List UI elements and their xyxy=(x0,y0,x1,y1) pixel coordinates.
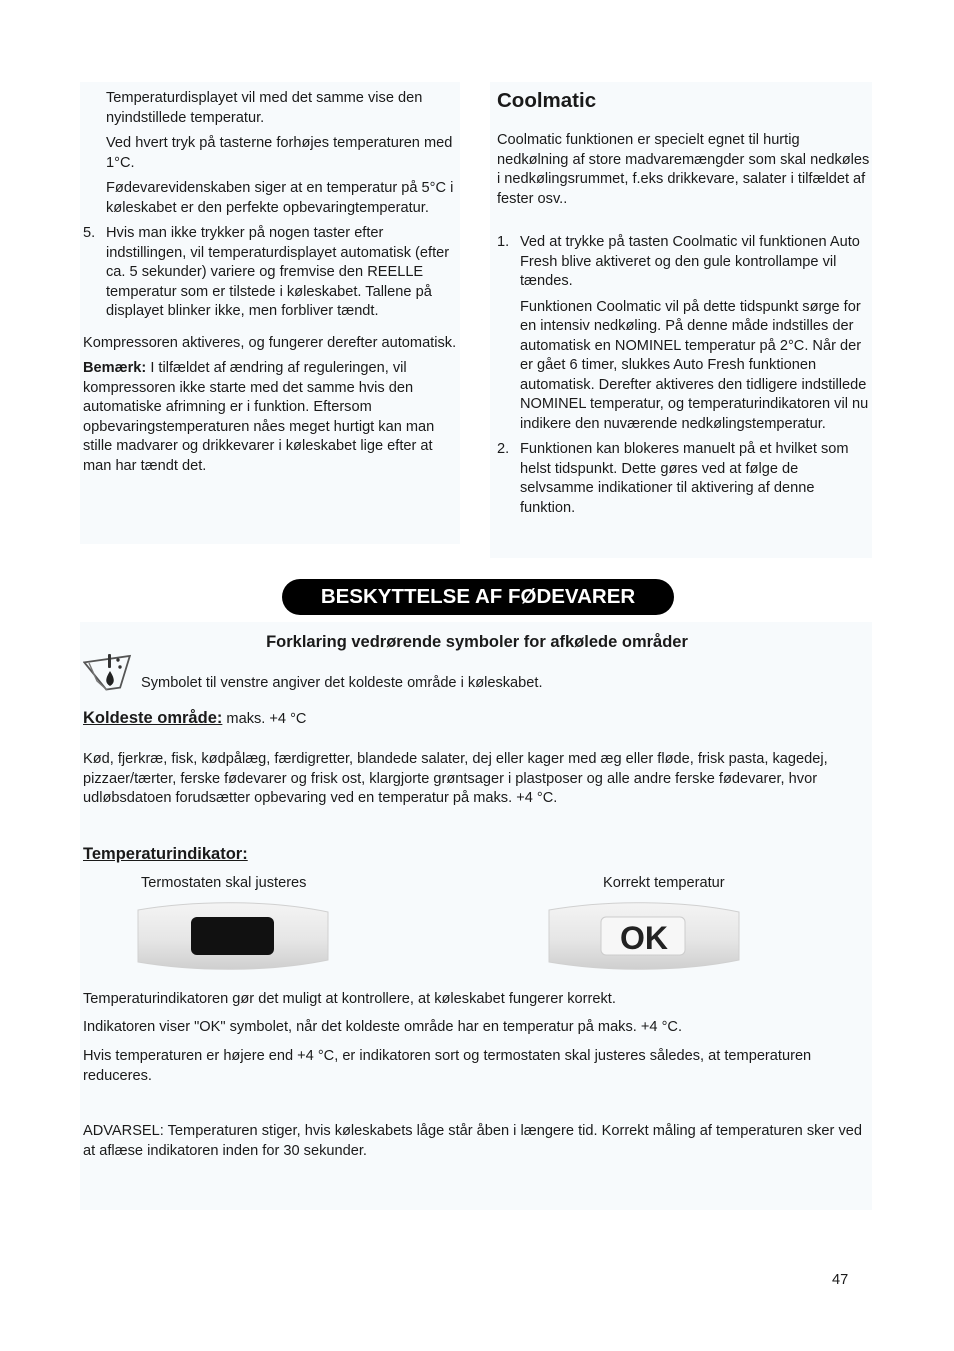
increment-paragraph: Ved hvert tryk på tasterne forhøjes temperaturen med 1°C. xyxy=(106,135,453,171)
note-label: Bemærk: xyxy=(83,360,147,376)
list-number: 2. xyxy=(497,441,510,457)
coolmatic-heading: Coolmatic xyxy=(497,89,597,112)
coldest-zone-value: maks. +4 °C xyxy=(222,711,307,727)
foods-paragraph: Kød, fjerkræ, fisk, kødpålæg, færdigretter, blandede salater, dej eller kager med æg eller fløde, frisk pasta, kagedej, pizzaer/tærter, ferske fødevarer og frisk ost, klargjorte grøntsager i plastposer og alle andre ferske fødevarer, hvor udløbsdatoen forudsætter opbevaring ved en temperatur på maks. +4 °C. xyxy=(83,751,828,806)
symbols-subheading: Forklaring vedrørende symboler for afkølede områder xyxy=(266,633,688,651)
right-column xyxy=(497,89,871,518)
list-item-text: Ved at trykke på tasten Coolmatic vil funktionen Auto Fresh blive aktiveret og den gule kontrollampe vil tændes. xyxy=(520,234,860,289)
page-number: 47 xyxy=(832,1272,849,1288)
indicator-adjust-image xyxy=(136,900,330,972)
symbol-caption: Symbolet til venstre angiver det koldeste område i køleskabet. xyxy=(141,675,543,691)
list-item-text: Hvis man ikke trykker på nogen taster efter indstillingen, vil temperaturdisplayet automatisk (efter ca. 5 sekunder) variere og fremvise den REELLE temperatur som er tilstede i køleskabet. Tallene på displayet blinker ikke, men forbliver tændt. xyxy=(106,225,450,319)
list-number: 1. xyxy=(497,234,510,250)
coolmatic-item-1-detail: Funktionen Coolmatic vil på dette tidspunkt sørge for en intensiv nedkøling. På denne måde indstilles der automatisk en NOMINEL temperatur på 2°C. Når der er gået 6 timer, slukkes Auto Fresh funktionen automatisk. Derefter aktiveres den tidligere indstillede NOMINEL temperatur, og temperaturindikatoren vil nu indikere den nuværende nedkølingstemperatur. xyxy=(520,298,869,432)
indicator-adjust-label: Termostaten skal justeres xyxy=(141,875,307,891)
coolmatic-intro: Coolmatic funktionen er specielt egnet til hurtig nedkølning af store madvaremængder som skal nedkøles i nedkølingsrummet, f.eks drikkevare, salater i tilfældet af fester osv.. xyxy=(497,132,870,207)
indicator-heading: Temperaturindikator: xyxy=(83,845,248,863)
indicator-ok-image xyxy=(547,900,741,972)
compressor-paragraph: Kompressoren aktiveres, og fungerer derefter automatisk. xyxy=(83,334,457,351)
list-number: 5. xyxy=(83,225,96,241)
note-text: I tilfældet af ændring af reguleringen, vil kompressoren ikke starte med det samme hvis den automatiske afrimning er i funktion. Eftersom opbevaringstemperaturen nåes meget hurtigt kan man stille madvarer og drikkevarer i køleskabet lige efter at man har tændt det. xyxy=(83,360,435,474)
section-title: BESKYTTELSE AF FØDEVARER xyxy=(282,579,674,615)
indicator-para-2: Indikatoren viser "OK" symbolet, når det koldeste område har en temperatur på maks. +4 °C. xyxy=(83,1019,683,1035)
food-science-paragraph: Fødevarevidenskaben siger at en temperatur på 5°C i køleskabet er den perfekte opbevaringtemperatur. xyxy=(106,180,454,216)
indicator-para-1: Temperaturindikatoren gør det muligt at kontrollere, at køleskabet fungerer korrekt. xyxy=(83,991,616,1007)
indicator-ok-label: Korrekt temperatur xyxy=(603,875,725,891)
list-item-text: Funktionen kan blokeres manuelt på et hvilket som helst tidspunkt. Dette gøres ved at følge de selvsamme indikationer til aktivering af denne funktion. xyxy=(520,441,849,516)
warning-paragraph: ADVARSEL: Temperaturen stiger, hvis køleskabets låge står åben i længere tid. Korrekt måling af temperaturen sker ved at aflæse indikatoren inden for 30 sekunder. xyxy=(83,1123,862,1159)
indicator-para-3: Hvis temperaturen er højere end +4 °C, er indikatoren sort og termostaten skal justeres således, at temperaturen reduceres. xyxy=(83,1048,812,1084)
indicator-ok-text: OK xyxy=(620,920,668,956)
left-column xyxy=(83,89,457,476)
display-new-temp-paragraph: Temperaturdisplayet vil med det samme vise den nyindstillede temperatur. xyxy=(106,90,423,126)
coolmatic-item-1 xyxy=(497,233,871,292)
coldest-zone-line xyxy=(83,709,306,730)
coolmatic-item-2 xyxy=(497,440,871,518)
list-item-5 xyxy=(83,224,457,322)
coldest-zone-label: Koldeste område: xyxy=(83,709,223,727)
coldest-zone-icon xyxy=(83,651,139,693)
note-paragraph xyxy=(83,359,457,476)
